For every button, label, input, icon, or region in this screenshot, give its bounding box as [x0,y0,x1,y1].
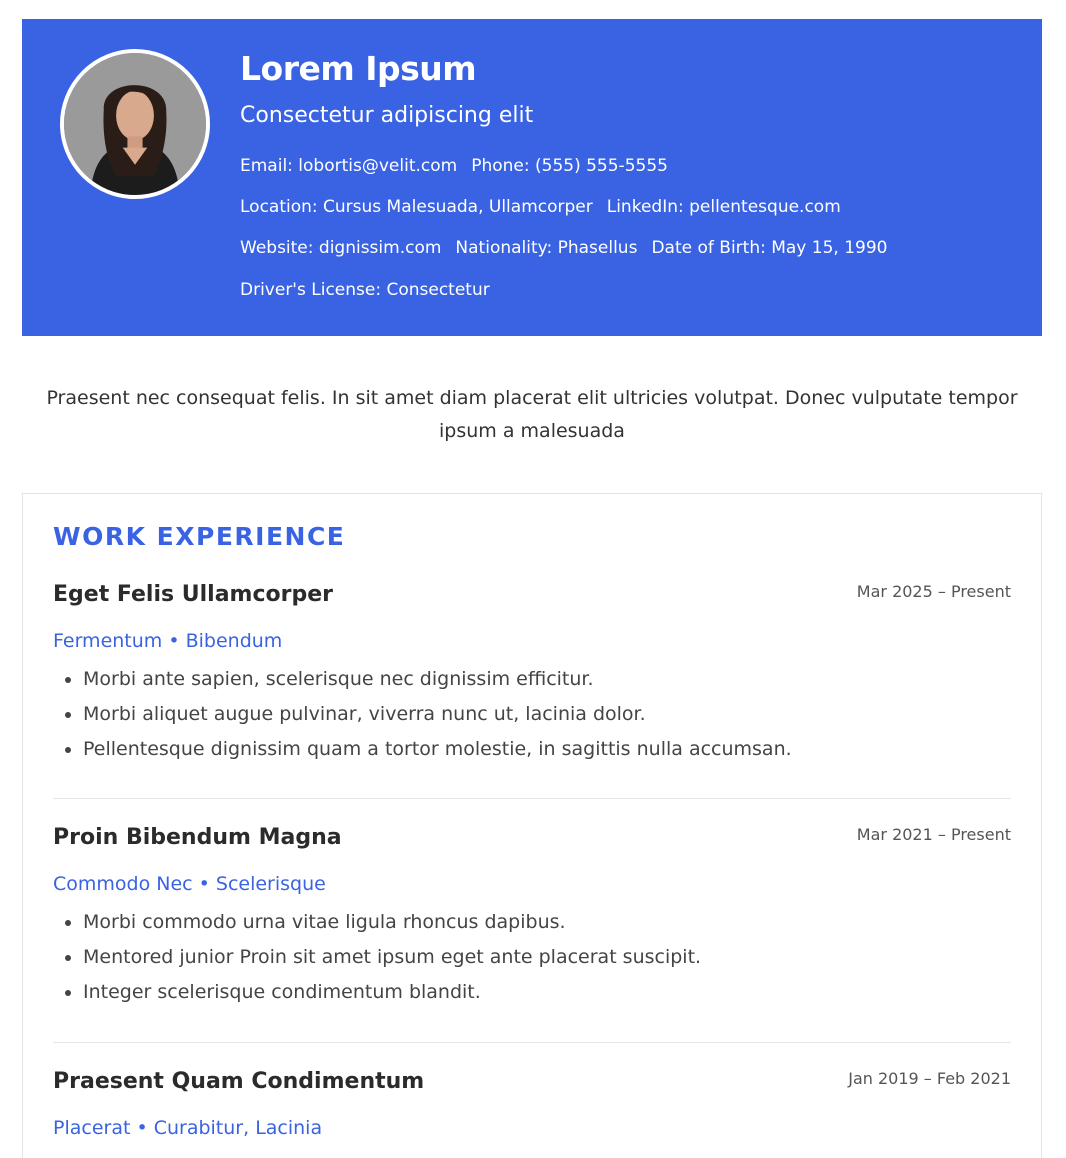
location-text: Location: Cursus Malesuada, Ullamcorper [240,197,593,217]
profile-photo [60,49,210,199]
job-organization: Commodo Nec • Scelerisque [53,873,326,895]
bullet-item: • Morbi aliquet augue pulvinar, viverra nunc ut, lacinia dolor. [83,701,792,736]
job-organization: Fermentum • Bibendum [53,630,283,652]
bullet-item: • Morbi ante sapien, scelerisque nec dignissim efficitur. [83,666,792,701]
website-text: Website: dignissim.com [240,238,442,258]
email-text: Email: lobortis@velit.com [240,156,458,176]
phone-text: Phone: (555) 555-5555 [471,156,668,176]
job-title: Praesent Quam Condimentum [53,1069,425,1094]
work-experience-section [22,493,1042,1158]
person-photo-icon [64,53,206,195]
job-bullets [83,666,792,771]
bullet-item: • Pellentesque dignissim quam a tortor molestie, in sagittis nulla accumsan. [83,736,792,771]
bullet-item: • Mentored junior Proin sit amet ipsum eget ante placerat suscipit. [83,944,701,979]
bullet-item: • Morbi commodo urna vitae ligula rhoncus dapibus. [83,909,701,944]
dob-text: Date of Birth: May 15, 1990 [651,238,888,258]
job-title: Proin Bibendum Magna [53,825,342,850]
summary-text: Praesent nec consequat felis. In sit amet diam placerat elit ultricies volutpat. Donec vulputate tempor ipsum a malesuada [46,387,1018,442]
headline: Consectetur adipiscing elit [240,103,534,128]
license-text: Driver's License: Consectetur [240,280,490,300]
contact-line [240,280,504,300]
resume-header [22,19,1042,336]
divider [53,798,1011,799]
job-dates: Mar 2025 – Present [856,582,1011,601]
job-title: Eget Felis Ullamcorper [53,582,334,607]
job-dates: Jan 2019 – Feb 2021 [848,1069,1011,1088]
job-organization: Placerat • Curabitur, Lacinia [53,1117,323,1139]
job-dates: Mar 2021 – Present [856,825,1011,844]
linkedin-text: LinkedIn: pellentesque.com [606,197,841,217]
contact-line [240,156,682,176]
nationality-text: Nationality: Phasellus [455,238,638,258]
bullet-item: • Integer scelerisque condimentum blandit. [83,979,701,1014]
section-title: WORK EXPERIENCE [53,522,346,551]
job-bullets [83,909,701,1014]
contact-line [240,197,855,217]
divider [53,1042,1011,1043]
full-name: Lorem Ipsum [240,49,477,88]
contact-line [240,238,901,258]
